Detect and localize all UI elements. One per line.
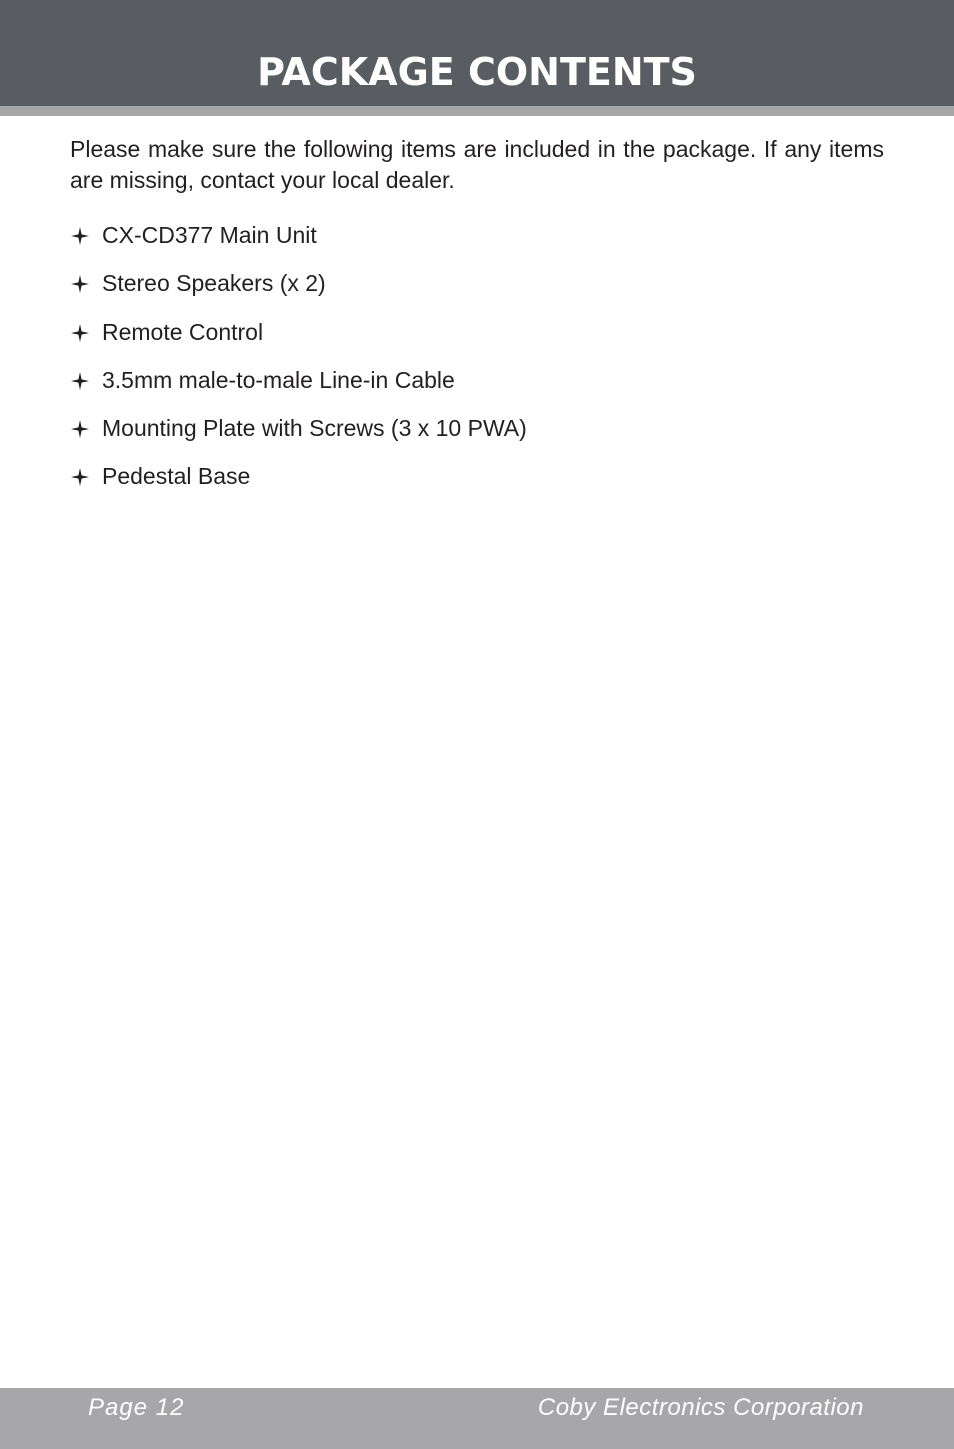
page-title: PACKAGE CONTENTS	[257, 50, 697, 94]
list-item	[70, 215, 884, 263]
page-footer	[0, 1388, 954, 1449]
list-item	[70, 312, 884, 360]
company-name: Coby Electronics Corporation	[537, 1394, 864, 1421]
list-item-label: 3.5mm male-to-male Line-in Cable	[102, 366, 455, 393]
package-contents-list	[70, 215, 884, 505]
four-point-star-icon	[70, 323, 90, 343]
list-item	[70, 360, 884, 408]
intro-paragraph: Please make sure the following items are included in the package. If any items are missing, contact your local dealer.	[70, 136, 884, 193]
list-item-label: Remote Control	[102, 318, 264, 345]
list-item-label: CX-CD377 Main Unit	[102, 222, 317, 248]
list-item-label: Stereo Speakers (x 2)	[102, 270, 326, 297]
four-point-star-icon	[70, 419, 90, 439]
four-point-star-icon	[70, 371, 90, 391]
four-point-star-icon	[70, 226, 90, 246]
list-item	[70, 408, 884, 456]
four-point-star-icon	[70, 274, 90, 294]
header-divider	[0, 106, 954, 116]
page-number: Page 12	[88, 1394, 185, 1421]
page-header	[0, 0, 954, 106]
list-item-label: Pedestal Base	[102, 463, 251, 490]
list-item	[70, 263, 884, 311]
four-point-star-icon	[70, 467, 90, 487]
list-item-label: Mounting Plate with Screws (3 x 10 PWA)	[102, 415, 527, 442]
list-item	[70, 456, 884, 504]
